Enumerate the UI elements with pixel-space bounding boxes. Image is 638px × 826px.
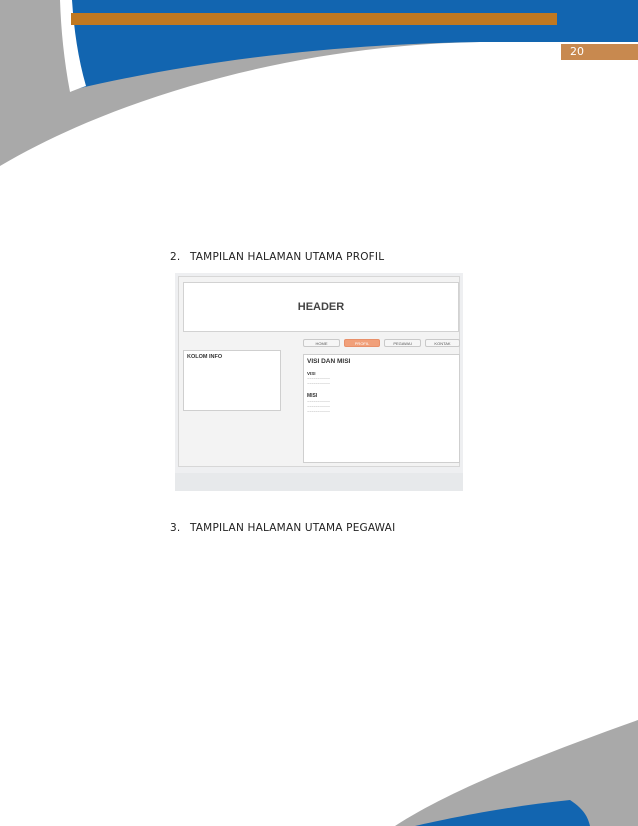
mockup-footer-strip	[175, 473, 463, 491]
footer-gray-wave	[395, 720, 638, 826]
header-decoration	[0, 0, 638, 200]
mockup-visi-line: ..................................	[307, 381, 330, 385]
mockup-visi-line: ..................................	[307, 376, 330, 380]
footer-blue-wave	[415, 800, 590, 826]
heading-number: 2.	[170, 251, 181, 263]
mockup-header: HEADER	[183, 282, 459, 332]
mockup-misi-label: MISI	[307, 393, 318, 399]
section-heading-profil	[170, 251, 384, 263]
mockup-content-title: VISI DAN MISI	[307, 358, 351, 365]
mockup-nav-profil: PROFIL	[344, 339, 380, 347]
heading-label: TAMPILAN HALAMAN UTAMA PEGAWAI	[190, 522, 396, 534]
heading-label: TAMPILAN HALAMAN UTAMA PROFIL	[190, 251, 385, 263]
mockup-nav-pegawai: PEGAWAI	[384, 339, 421, 347]
section-heading-pegawai	[170, 522, 395, 534]
header-orange-bar	[71, 13, 557, 25]
mockup-nav-home: HOME	[303, 339, 340, 347]
mockup-nav-kontak: KONTAK	[425, 339, 460, 347]
mockup-frame	[178, 276, 460, 467]
mockup-misi-line: ..................................	[307, 404, 330, 408]
mockup-content	[303, 354, 460, 463]
mockup-visi-label: VISI	[307, 371, 316, 376]
mockup-sidebar-title: KOLOM INFO	[187, 354, 223, 360]
page-number: 20	[561, 44, 638, 60]
mockup-misi-line: ..................................	[307, 399, 330, 403]
mockup-misi-line: ..................................	[307, 409, 330, 413]
profil-page-mockup	[175, 273, 463, 491]
mockup-sidebar	[183, 350, 281, 411]
heading-number: 3.	[170, 522, 181, 534]
